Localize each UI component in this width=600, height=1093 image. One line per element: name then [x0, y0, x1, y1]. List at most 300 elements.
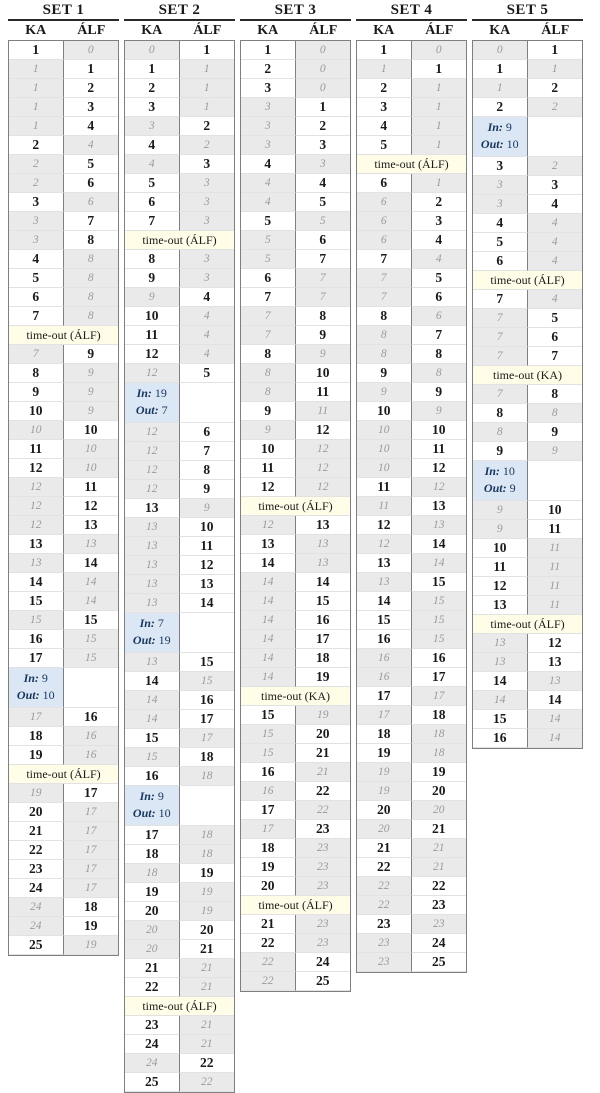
score-row — [9, 573, 118, 592]
ka-score-cell: 0 — [125, 41, 180, 60]
ka-score-cell: 9 — [473, 501, 528, 520]
ka-score-cell: 12 — [125, 442, 180, 461]
score-row — [357, 611, 466, 630]
ka-score-cell: 23 — [125, 1016, 180, 1035]
ka-score-cell: 9 — [9, 383, 64, 402]
score-row — [241, 801, 350, 820]
alf-score-cell: 11 — [528, 596, 583, 615]
ka-score-cell: 7 — [357, 288, 412, 307]
ka-score-cell: 22 — [357, 877, 412, 896]
set-body — [356, 40, 467, 973]
ka-score-cell: 15 — [9, 611, 64, 630]
ka-score-cell: 21 — [9, 822, 64, 841]
score-row — [9, 784, 118, 803]
score-row — [241, 174, 350, 193]
ka-score-cell: 1 — [9, 79, 64, 98]
score-row — [125, 461, 234, 480]
score-row — [9, 98, 118, 117]
timeout-label: time-out (ÁLF) — [26, 767, 101, 781]
ka-score-cell: 10 — [9, 402, 64, 421]
score-row — [473, 347, 582, 366]
alf-score-cell: 15 — [180, 653, 235, 672]
empty-cell — [180, 383, 235, 423]
score-row — [473, 558, 582, 577]
ka-score-cell: 2 — [9, 174, 64, 193]
alf-score-cell: 12 — [64, 497, 119, 516]
substitution-row — [473, 461, 582, 501]
ka-score-cell: 4 — [125, 155, 180, 174]
alf-score-cell: 19 — [64, 936, 119, 955]
ka-score-cell: 7 — [473, 328, 528, 347]
ka-score-cell: 6 — [9, 288, 64, 307]
score-row — [357, 174, 466, 193]
score-row — [241, 250, 350, 269]
timeout-row — [9, 326, 118, 345]
ka-score-cell: 14 — [241, 649, 296, 668]
ka-score-cell: 11 — [357, 478, 412, 497]
ka-score-cell: 15 — [9, 592, 64, 611]
alf-score-cell: 2 — [528, 157, 583, 176]
alf-score-cell: 19 — [180, 902, 235, 921]
alf-score-cell: 10 — [180, 518, 235, 537]
score-row — [125, 1016, 234, 1035]
score-row — [125, 575, 234, 594]
alf-score-cell: 18 — [412, 706, 467, 725]
ka-score-cell: 18 — [9, 727, 64, 746]
ka-score-cell: 21 — [125, 959, 180, 978]
score-row — [357, 953, 466, 972]
score-row — [357, 744, 466, 763]
ka-score-cell: 14 — [241, 668, 296, 687]
score-row — [9, 345, 118, 364]
alf-score-cell: 21 — [180, 978, 235, 997]
alf-score-cell: 19 — [296, 706, 351, 725]
ka-score-cell: 12 — [9, 516, 64, 535]
empty-cell — [64, 668, 119, 708]
score-row — [357, 440, 466, 459]
score-row — [357, 687, 466, 706]
alf-score-cell: 1 — [412, 79, 467, 98]
score-row — [9, 746, 118, 765]
ka-score-cell: 1 — [473, 60, 528, 79]
ka-score-cell: 19 — [357, 782, 412, 801]
alf-score-cell: 1 — [180, 60, 235, 79]
score-row — [357, 98, 466, 117]
score-row — [357, 307, 466, 326]
alf-score-cell: 7 — [528, 347, 583, 366]
score-row — [357, 364, 466, 383]
score-row — [9, 117, 118, 136]
alf-score-cell: 4 — [180, 307, 235, 326]
in-label: In: — [139, 789, 155, 803]
score-row — [357, 801, 466, 820]
ka-score-cell: 13 — [473, 634, 528, 653]
alf-score-cell: 14 — [528, 729, 583, 748]
score-row — [125, 959, 234, 978]
alf-score-cell: 5 — [296, 212, 351, 231]
ka-score-cell: 14 — [241, 630, 296, 649]
score-row — [9, 231, 118, 250]
ka-score-cell: 8 — [241, 383, 296, 402]
score-row — [473, 672, 582, 691]
timeout-label: time-out (ÁLF) — [258, 898, 333, 912]
ka-score-cell: 10 — [357, 402, 412, 421]
ka-score-cell: 9 — [241, 402, 296, 421]
alf-score-cell: 3 — [296, 155, 351, 174]
ka-score-cell: 19 — [125, 883, 180, 902]
ka-score-cell: 4 — [473, 214, 528, 233]
empty-cell — [180, 613, 235, 653]
score-row — [125, 364, 234, 383]
alf-score-cell: 11 — [296, 383, 351, 402]
alf-score-cell: 0 — [296, 41, 351, 60]
alf-score-cell: 4 — [528, 233, 583, 252]
out-label: Out: — [132, 806, 156, 820]
ka-score-cell: 9 — [357, 383, 412, 402]
alf-score-cell: 13 — [412, 516, 467, 535]
score-row — [241, 98, 350, 117]
alf-score-cell: 20 — [180, 921, 235, 940]
ka-score-cell: 1 — [9, 41, 64, 60]
ka-score-cell: 10 — [241, 440, 296, 459]
score-row — [125, 653, 234, 672]
ka-score-cell: 9 — [125, 269, 180, 288]
alf-score-cell: 1 — [412, 174, 467, 193]
ka-score-cell: 12 — [125, 423, 180, 442]
ka-score-cell: 18 — [241, 839, 296, 858]
alf-score-cell: 8 — [412, 345, 467, 364]
score-row — [473, 501, 582, 520]
score-row — [241, 60, 350, 79]
ka-score-cell: 10 — [357, 459, 412, 478]
ka-score-cell: 5 — [241, 231, 296, 250]
ka-score-cell: 6 — [357, 174, 412, 193]
ka-score-cell: 9 — [241, 421, 296, 440]
ka-score-cell: 7 — [473, 309, 528, 328]
ka-score-cell: 21 — [241, 915, 296, 934]
alf-score-cell: 24 — [412, 934, 467, 953]
ka-score-cell: 4 — [125, 136, 180, 155]
ka-score-cell: 14 — [241, 573, 296, 592]
ka-score-cell: 23 — [9, 860, 64, 879]
score-row — [125, 921, 234, 940]
alf-score-cell: 2 — [180, 117, 235, 136]
alf-score-cell: 6 — [412, 288, 467, 307]
out-number: 10 — [158, 806, 171, 820]
sub-out-line — [125, 632, 179, 649]
score-row — [473, 404, 582, 423]
ka-score-cell: 8 — [473, 404, 528, 423]
alf-score-cell: 12 — [296, 459, 351, 478]
alf-score-cell: 15 — [412, 611, 467, 630]
alf-score-cell: 16 — [64, 727, 119, 746]
score-row — [357, 60, 466, 79]
set-title: SET 3 — [240, 2, 351, 21]
sub-out-line — [473, 136, 527, 153]
alf-score-cell: 13 — [296, 516, 351, 535]
alf-score-cell: 11 — [296, 402, 351, 421]
out-number: 9 — [509, 481, 516, 495]
score-row — [473, 98, 582, 117]
score-row — [125, 307, 234, 326]
ka-score-cell: 24 — [9, 879, 64, 898]
score-row — [241, 193, 350, 212]
alf-score-cell: 4 — [528, 252, 583, 271]
score-row — [357, 668, 466, 687]
alf-score-cell: 21 — [180, 940, 235, 959]
ka-score-cell: 15 — [125, 729, 180, 748]
alf-score-cell: 12 — [296, 421, 351, 440]
column-header-alf: ÁLF — [193, 23, 222, 38]
alf-score-cell: 8 — [296, 307, 351, 326]
score-row — [473, 157, 582, 176]
alf-score-cell: 13 — [296, 535, 351, 554]
alf-score-cell: 5 — [412, 269, 467, 288]
set-5-table — [472, 2, 583, 749]
ka-score-cell: 5 — [357, 136, 412, 155]
score-row — [473, 233, 582, 252]
substitution-row — [9, 668, 118, 708]
ka-score-cell: 18 — [357, 725, 412, 744]
ka-score-cell: 22 — [357, 858, 412, 877]
score-row — [241, 573, 350, 592]
score-row — [9, 611, 118, 630]
alf-score-cell: 2 — [528, 98, 583, 117]
column-header-ka: KA — [489, 23, 511, 38]
score-row — [357, 212, 466, 231]
ka-score-cell: 22 — [125, 978, 180, 997]
alf-score-cell: 21 — [296, 763, 351, 782]
timeout-row — [9, 765, 118, 784]
in-number: 9 — [157, 789, 164, 803]
score-row — [473, 214, 582, 233]
alf-score-cell: 4 — [64, 136, 119, 155]
sub-out-line — [9, 687, 63, 704]
ka-score-cell: 14 — [241, 611, 296, 630]
alf-score-cell: 3 — [528, 176, 583, 195]
alf-score-cell: 15 — [180, 672, 235, 691]
score-row — [125, 345, 234, 364]
ka-score-cell: 13 — [125, 653, 180, 672]
alf-score-cell: 9 — [64, 364, 119, 383]
alf-score-cell: 4 — [180, 288, 235, 307]
ka-score-cell: 10 — [9, 421, 64, 440]
substitution-row — [125, 613, 234, 653]
score-row — [357, 858, 466, 877]
alf-score-cell: 21 — [180, 1035, 235, 1054]
ka-score-cell: 18 — [125, 845, 180, 864]
ka-score-cell: 21 — [357, 839, 412, 858]
substitution-cell — [473, 461, 528, 501]
substitution-cell — [9, 668, 64, 708]
score-row — [125, 212, 234, 231]
set-title: SET 4 — [356, 2, 467, 21]
ka-score-cell: 3 — [357, 98, 412, 117]
alf-score-cell: 9 — [64, 383, 119, 402]
score-row — [357, 345, 466, 364]
timeout-row — [241, 896, 350, 915]
score-row — [125, 594, 234, 613]
ka-score-cell: 7 — [473, 385, 528, 404]
score-row — [9, 803, 118, 822]
alf-score-cell: 11 — [528, 577, 583, 596]
alf-score-cell: 2 — [180, 136, 235, 155]
score-row — [241, 79, 350, 98]
score-row — [357, 915, 466, 934]
in-number: 7 — [157, 616, 164, 630]
score-row — [473, 79, 582, 98]
alf-score-cell: 22 — [180, 1054, 235, 1073]
score-row — [241, 782, 350, 801]
alf-score-cell: 13 — [180, 575, 235, 594]
alf-score-cell: 11 — [528, 558, 583, 577]
alf-score-cell: 3 — [180, 174, 235, 193]
score-row — [357, 402, 466, 421]
alf-score-cell: 22 — [412, 877, 467, 896]
score-row — [125, 883, 234, 902]
score-row — [9, 649, 118, 668]
ka-score-cell: 4 — [357, 117, 412, 136]
timeout-label: time-out (ÁLF) — [142, 999, 217, 1013]
ka-score-cell: 3 — [473, 195, 528, 214]
alf-score-cell: 12 — [412, 478, 467, 497]
in-number: 9 — [505, 120, 512, 134]
ka-score-cell: 7 — [473, 290, 528, 309]
ka-score-cell: 14 — [473, 691, 528, 710]
score-row — [125, 767, 234, 786]
alf-score-cell: 12 — [412, 459, 467, 478]
timeout-row — [473, 271, 582, 290]
score-row — [9, 155, 118, 174]
alf-score-cell: 17 — [64, 860, 119, 879]
score-row — [357, 839, 466, 858]
column-header-ka: KA — [373, 23, 395, 38]
alf-score-cell: 4 — [412, 231, 467, 250]
score-row — [125, 940, 234, 959]
alf-score-cell: 11 — [64, 478, 119, 497]
ka-score-cell: 14 — [241, 554, 296, 573]
alf-score-cell: 1 — [64, 60, 119, 79]
alf-score-cell: 18 — [296, 649, 351, 668]
ka-score-cell: 3 — [125, 98, 180, 117]
alf-score-cell: 3 — [180, 269, 235, 288]
ka-score-cell: 16 — [125, 767, 180, 786]
ka-score-cell: 20 — [357, 820, 412, 839]
alf-score-cell: 9 — [180, 499, 235, 518]
column-header-alf: ÁLF — [309, 23, 338, 38]
ka-score-cell: 17 — [9, 649, 64, 668]
score-row — [9, 288, 118, 307]
score-row — [9, 822, 118, 841]
score-row — [241, 820, 350, 839]
timeout-label: time-out (ÁLF) — [26, 328, 101, 342]
alf-score-cell: 0 — [296, 60, 351, 79]
score-row — [473, 653, 582, 672]
score-row — [241, 725, 350, 744]
column-header-alf: ÁLF — [425, 23, 454, 38]
empty-cell — [528, 117, 583, 157]
score-row — [125, 518, 234, 537]
score-row — [241, 535, 350, 554]
alf-score-cell: 7 — [64, 212, 119, 231]
score-row — [9, 79, 118, 98]
sub-out-line — [473, 480, 527, 497]
score-row — [357, 934, 466, 953]
score-row — [9, 459, 118, 478]
ka-score-cell: 17 — [357, 687, 412, 706]
alf-score-cell: 0 — [64, 41, 119, 60]
alf-score-cell: 18 — [412, 725, 467, 744]
ka-score-cell: 1 — [357, 41, 412, 60]
score-row — [473, 520, 582, 539]
score-row — [9, 174, 118, 193]
score-row — [9, 364, 118, 383]
out-label: Out: — [483, 481, 507, 495]
score-row — [9, 41, 118, 60]
alf-score-cell: 9 — [180, 480, 235, 499]
alf-score-cell: 23 — [296, 934, 351, 953]
alf-score-cell: 1 — [412, 136, 467, 155]
set-body — [472, 40, 583, 749]
score-row — [241, 117, 350, 136]
ka-score-cell: 17 — [357, 706, 412, 725]
sub-in-line — [473, 463, 527, 480]
ka-score-cell: 16 — [357, 649, 412, 668]
ka-score-cell: 10 — [473, 539, 528, 558]
ka-score-cell: 8 — [241, 345, 296, 364]
ka-score-cell: 5 — [241, 250, 296, 269]
alf-score-cell: 5 — [180, 364, 235, 383]
set-title: SET 1 — [8, 2, 119, 21]
alf-score-cell: 19 — [180, 864, 235, 883]
ka-score-cell: 23 — [357, 953, 412, 972]
score-row — [125, 155, 234, 174]
score-row — [357, 250, 466, 269]
ka-score-cell: 9 — [125, 288, 180, 307]
alf-score-cell: 8 — [528, 385, 583, 404]
ka-score-cell: 16 — [357, 630, 412, 649]
out-label: Out: — [16, 688, 40, 702]
alf-score-cell: 8 — [64, 231, 119, 250]
substitution-cell — [125, 383, 180, 423]
score-row — [241, 877, 350, 896]
alf-score-cell: 21 — [296, 744, 351, 763]
score-row — [9, 421, 118, 440]
ka-score-cell: 24 — [9, 898, 64, 917]
alf-score-cell: 18 — [412, 744, 467, 763]
alf-score-cell: 23 — [296, 820, 351, 839]
score-row — [241, 649, 350, 668]
ka-score-cell: 13 — [473, 596, 528, 615]
alf-score-cell: 6 — [64, 174, 119, 193]
alf-score-cell: 9 — [64, 345, 119, 364]
ka-score-cell: 13 — [241, 535, 296, 554]
ka-score-cell: 1 — [9, 98, 64, 117]
score-row — [241, 706, 350, 725]
timeout-label: time-out (ÁLF) — [142, 233, 217, 247]
score-row — [9, 212, 118, 231]
ka-score-cell: 20 — [9, 803, 64, 822]
alf-score-cell: 6 — [528, 328, 583, 347]
timeout-label: time-out (KA) — [493, 368, 562, 382]
score-row — [9, 708, 118, 727]
ka-score-cell: 3 — [9, 193, 64, 212]
timeout-label: time-out (ÁLF) — [490, 617, 565, 631]
ka-score-cell: 14 — [9, 573, 64, 592]
ka-score-cell: 20 — [357, 801, 412, 820]
score-row — [125, 117, 234, 136]
empty-cell — [528, 461, 583, 501]
